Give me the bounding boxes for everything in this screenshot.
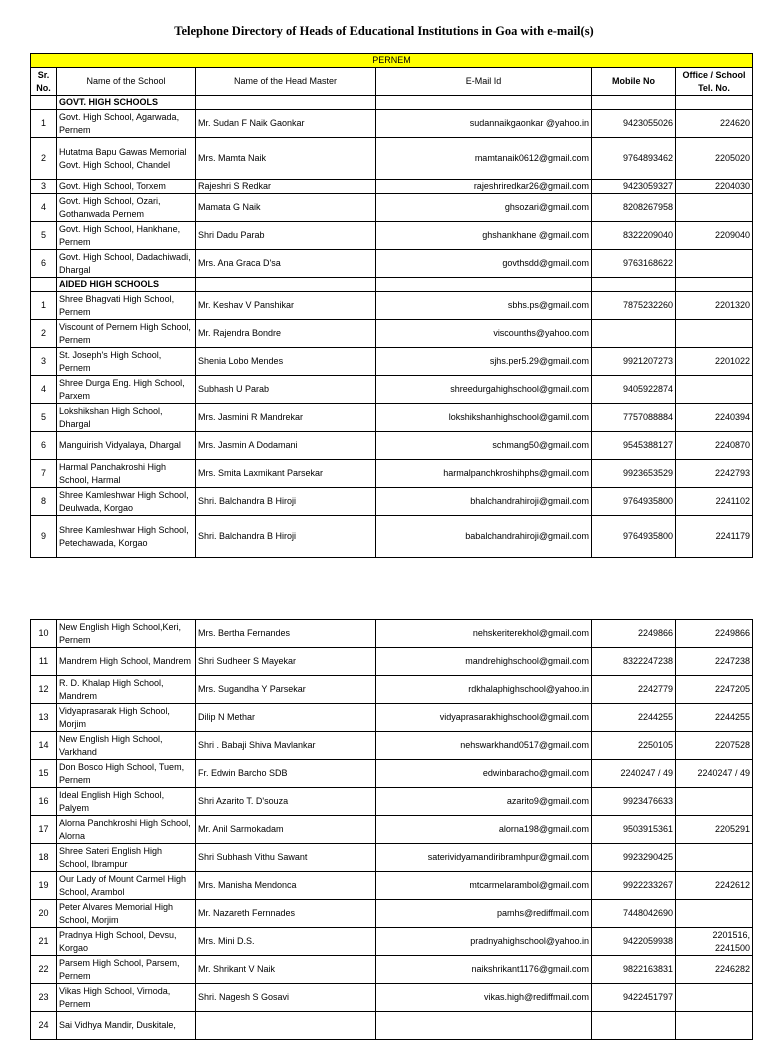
mobile-cell: 9423059327 — [592, 180, 676, 194]
office-tel-cell — [676, 1012, 753, 1040]
sr-no-cell: 3 — [31, 348, 57, 376]
office-tel-cell: 2207528 — [676, 732, 753, 760]
office-tel-cell: 2205020 — [676, 138, 753, 180]
head-master-cell: Shri Sudheer S Mayekar — [196, 648, 376, 676]
email-cell: mandrehighschool@gmail.com — [376, 648, 592, 676]
email-cell: nehswarkhand0517@gmail.com — [376, 732, 592, 760]
mobile-cell — [592, 1012, 676, 1040]
head-master-cell — [196, 1012, 376, 1040]
table-header — [31, 68, 753, 96]
email-cell: naikshrikant1176@gmail.com — [376, 956, 592, 984]
table-row — [31, 956, 753, 984]
table-row — [31, 404, 753, 432]
office-tel-cell — [676, 900, 753, 928]
table-row — [31, 376, 753, 404]
head-master-cell: Mrs. Ana Graca D'sa — [196, 250, 376, 278]
email-cell: vidyaprasarakhighschool@gmail.com — [376, 704, 592, 732]
email-cell: schmang50@gmail.com — [376, 432, 592, 460]
mobile-cell: 7757088884 — [592, 404, 676, 432]
sr-no-cell: 6 — [31, 250, 57, 278]
head-master-cell: Dilip N Methar — [196, 704, 376, 732]
office-tel-cell: 2244255 — [676, 704, 753, 732]
mobile-cell: 9923290425 — [592, 844, 676, 872]
school-name-cell: Shree Durga Eng. High School, Parxem — [57, 376, 196, 404]
head-master-cell: Mrs. Manisha Mendonca — [196, 872, 376, 900]
mobile-cell: 7875232260 — [592, 292, 676, 320]
table-row — [31, 516, 753, 558]
sr-no-cell: 16 — [31, 788, 57, 816]
sr-no-cell: 5 — [31, 222, 57, 250]
school-name-cell: Hutatma Bapu Gawas Memorial Govt. High School, Chandel — [57, 138, 196, 180]
table-row — [31, 348, 753, 376]
mobile-cell: 2242779 — [592, 676, 676, 704]
school-name-cell: Manguirish Vidyalaya, Dhargal — [57, 432, 196, 460]
table-row — [31, 732, 753, 760]
office-tel-cell — [676, 376, 753, 404]
section-row-govt — [31, 96, 753, 110]
head-master-cell: Mrs. Mamta Naik — [196, 138, 376, 180]
mobile-cell: 2249866 — [592, 620, 676, 648]
mobile-cell: 9923476633 — [592, 788, 676, 816]
email-cell: saterividyamandiribramhpur@gmail.com — [376, 844, 592, 872]
head-master-cell: Mr. Keshav V Panshikar — [196, 292, 376, 320]
mobile-cell: 9422451797 — [592, 984, 676, 1012]
head-master-cell: Shri . Babaji Shiva Mavlankar — [196, 732, 376, 760]
school-name-cell: Govt. High School, Ozari, Gothanwada Pernem — [57, 194, 196, 222]
email-cell: ghshankhane @gmail.com — [376, 222, 592, 250]
head-master-cell: Mr. Shrikant V Naik — [196, 956, 376, 984]
school-name-cell: St. Joseph's High School, Pernem — [57, 348, 196, 376]
office-tel-cell: 2209040 — [676, 222, 753, 250]
school-name-cell: Govt. High School, Dadachiwadi, Dhargal — [57, 250, 196, 278]
head-master-cell: Fr. Edwin Barcho SDB — [196, 760, 376, 788]
office-tel-cell: 2241102 — [676, 488, 753, 516]
table-row — [31, 788, 753, 816]
email-cell: sbhs.ps@gmail.com — [376, 292, 592, 320]
sr-no-cell: 6 — [31, 432, 57, 460]
email-cell: ghsozari@gmail.com — [376, 194, 592, 222]
section-row-aided — [31, 278, 753, 292]
email-cell: sudannaikgaonkar @yahoo.in — [376, 110, 592, 138]
sr-no-cell: 14 — [31, 732, 57, 760]
email-cell: rajeshriredkar26@gmail.com — [376, 180, 592, 194]
sr-no-cell: 24 — [31, 1012, 57, 1040]
head-master-cell: Rajeshri S Redkar — [196, 180, 376, 194]
head-master-cell: Mrs. Jasmin A Dodamani — [196, 432, 376, 460]
table-row — [31, 460, 753, 488]
office-tel-cell: 2240870 — [676, 432, 753, 460]
head-master-cell: Shri. Balchandra B Hiroji — [196, 488, 376, 516]
sr-no-cell: 15 — [31, 760, 57, 788]
header-email: E-Mail Id — [376, 68, 592, 96]
head-master-cell: Mr. Anil Sarmokadam — [196, 816, 376, 844]
table-row — [31, 222, 753, 250]
school-name-cell: Viscount of Pernem High School, Pernem — [57, 320, 196, 348]
head-master-cell: Shri Subhash Vithu Sawant — [196, 844, 376, 872]
sr-no-cell: 1 — [31, 110, 57, 138]
section-label-govt: GOVT. HIGH SCHOOLS — [57, 96, 196, 110]
school-name-cell: Lokshikshan High School, Dhargal — [57, 404, 196, 432]
table-row — [31, 320, 753, 348]
email-cell: pamhs@rediffmail.com — [376, 900, 592, 928]
mobile-cell: 2240247 / 49 — [592, 760, 676, 788]
sr-no-cell: 1 — [31, 292, 57, 320]
sr-no-cell: 19 — [31, 872, 57, 900]
sr-no-cell: 2 — [31, 320, 57, 348]
school-name-cell: Peter Alvares Memorial High School, Morjim — [57, 900, 196, 928]
school-name-cell: Our Lady of Mount Carmel High School, Arambol — [57, 872, 196, 900]
office-tel-cell: 2240247 / 49 — [676, 760, 753, 788]
school-name-cell: Shree Bhagvati High School, Pernem — [57, 292, 196, 320]
sr-no-cell: 12 — [31, 676, 57, 704]
office-tel-cell: 2249866 — [676, 620, 753, 648]
sr-no-cell: 18 — [31, 844, 57, 872]
sr-no-cell: 8 — [31, 488, 57, 516]
office-tel-cell: 2241179 — [676, 516, 753, 558]
school-name-cell: Shree Kamleshwar High School, Deulwada, Korgao — [57, 488, 196, 516]
school-name-cell: Don Bosco High School, Tuem, Pernem — [57, 760, 196, 788]
head-master-cell: Mr. Sudan F Naik Gaonkar — [196, 110, 376, 138]
head-master-cell: Shri. Nagesh S Gosavi — [196, 984, 376, 1012]
sr-no-cell: 23 — [31, 984, 57, 1012]
table-row — [31, 648, 753, 676]
email-cell: govthsdd@gmail.com — [376, 250, 592, 278]
head-master-cell: Mrs. Jasmini R Mandrekar — [196, 404, 376, 432]
school-name-cell: Govt. High School, Agarwada, Pernem — [57, 110, 196, 138]
table-row — [31, 984, 753, 1012]
mobile-cell: 8322209040 — [592, 222, 676, 250]
email-cell: alorna198@gmail.com — [376, 816, 592, 844]
office-tel-cell: 2247238 — [676, 648, 753, 676]
school-name-cell: New English High School, Varkhand — [57, 732, 196, 760]
sr-no-cell: 4 — [31, 376, 57, 404]
email-cell: babalchandrahiroji@gmail.com — [376, 516, 592, 558]
region-label: PERNEM — [31, 54, 753, 68]
email-cell: viscounths@yahoo.com — [376, 320, 592, 348]
sr-no-cell: 4 — [31, 194, 57, 222]
sr-no-cell: 13 — [31, 704, 57, 732]
mobile-cell: 9764935800 — [592, 488, 676, 516]
email-cell — [376, 1012, 592, 1040]
office-tel-cell: 2201516, 2241500 — [676, 928, 753, 956]
header-office: Office / School Tel. No. — [676, 68, 753, 96]
table-row — [31, 872, 753, 900]
office-tel-cell — [676, 194, 753, 222]
school-name-cell: Govt. High School, Torxem — [57, 180, 196, 194]
school-name-cell: Shree Sateri English High School, Ibrampur — [57, 844, 196, 872]
school-name-cell: Vidyaprasarak High School, Morjim — [57, 704, 196, 732]
email-cell: sjhs.per5.29@gmail.com — [376, 348, 592, 376]
school-name-cell: Pradnya High School, Devsu, Korgao — [57, 928, 196, 956]
head-master-cell: Shenia Lobo Mendes — [196, 348, 376, 376]
mobile-cell: 2250105 — [592, 732, 676, 760]
school-name-cell: Sai Vidhya Mandir, Duskitale, — [57, 1012, 196, 1040]
head-master-cell: Mrs. Bertha Fernandes — [196, 620, 376, 648]
sr-no-cell: 3 — [31, 180, 57, 194]
school-name-cell: Govt. High School, Hankhane, Pernem — [57, 222, 196, 250]
head-master-cell: Mr. Rajendra Bondre — [196, 320, 376, 348]
table-row — [31, 250, 753, 278]
mobile-cell: 9764935800 — [592, 516, 676, 558]
office-tel-cell: 2204030 — [676, 180, 753, 194]
table-row — [31, 180, 753, 194]
office-tel-cell: 2240394 — [676, 404, 753, 432]
email-cell: bhalchandrahiroji@gmail.com — [376, 488, 592, 516]
office-tel-cell — [676, 788, 753, 816]
mobile-cell: 9923653529 — [592, 460, 676, 488]
sr-no-cell: 10 — [31, 620, 57, 648]
mobile-cell: 9405922874 — [592, 376, 676, 404]
table-row — [31, 110, 753, 138]
school-name-cell: Ideal English High School, Palyem — [57, 788, 196, 816]
table-row — [31, 704, 753, 732]
table-row — [31, 620, 753, 648]
mobile-cell: 9545388127 — [592, 432, 676, 460]
header-mobile: Mobile No — [592, 68, 676, 96]
directory-table-page2 — [30, 619, 753, 1040]
mobile-cell: 2244255 — [592, 704, 676, 732]
mobile-cell: 9423055026 — [592, 110, 676, 138]
mobile-cell: 9822163831 — [592, 956, 676, 984]
head-master-cell: Shri Dadu Parab — [196, 222, 376, 250]
office-tel-cell: 2242612 — [676, 872, 753, 900]
mobile-cell: 9922233267 — [592, 872, 676, 900]
email-cell: rdkhalaphighschool@yahoo.in — [376, 676, 592, 704]
directory-table-page1 — [30, 53, 753, 558]
mobile-cell: 9921207273 — [592, 348, 676, 376]
office-tel-cell: 2205291 — [676, 816, 753, 844]
sr-no-cell: 21 — [31, 928, 57, 956]
office-tel-cell — [676, 320, 753, 348]
table-row — [31, 138, 753, 180]
office-tel-cell — [676, 250, 753, 278]
mobile-cell: 8208267958 — [592, 194, 676, 222]
mobile-cell: 9764893462 — [592, 138, 676, 180]
head-master-cell: Shri. Balchandra B Hiroji — [196, 516, 376, 558]
head-master-cell: Mrs. Mini D.S. — [196, 928, 376, 956]
email-cell: azarito9@gmail.com — [376, 788, 592, 816]
school-name-cell: Harmal Panchakroshi High School, Harmal — [57, 460, 196, 488]
sr-no-cell: 11 — [31, 648, 57, 676]
head-master-cell: Mrs. Sugandha Y Parsekar — [196, 676, 376, 704]
mobile-cell: 9763168622 — [592, 250, 676, 278]
email-cell: edwinbaracho@gmail.com — [376, 760, 592, 788]
table-row — [31, 1012, 753, 1040]
office-tel-cell: 2246282 — [676, 956, 753, 984]
head-master-cell: Subhash U Parab — [196, 376, 376, 404]
table-row — [31, 432, 753, 460]
email-cell: pradnyahighschool@yahoo.in — [376, 928, 592, 956]
head-master-cell: Mrs. Smita Laxmikant Parsekar — [196, 460, 376, 488]
sr-no-cell: 7 — [31, 460, 57, 488]
school-name-cell: Alorna Panchkroshi High School, Alorna — [57, 816, 196, 844]
mobile-cell: 8322247238 — [592, 648, 676, 676]
table-row — [31, 676, 753, 704]
email-cell: vikas.high@rediffmail.com — [376, 984, 592, 1012]
head-master-cell: Mamata G Naik — [196, 194, 376, 222]
office-tel-cell: 224620 — [676, 110, 753, 138]
region-bar — [31, 54, 753, 68]
sr-no-cell: 2 — [31, 138, 57, 180]
mobile-cell: 9422059938 — [592, 928, 676, 956]
table-row — [31, 488, 753, 516]
office-tel-cell: 2247205 — [676, 676, 753, 704]
school-name-cell: Shree Kamleshwar High School, Petechawada, Korgao — [57, 516, 196, 558]
section-label-aided: AIDED HIGH SCHOOLS — [57, 278, 196, 292]
sr-no-cell: 9 — [31, 516, 57, 558]
table-row — [31, 900, 753, 928]
email-cell: lokshikshanhighschool@gamil.com — [376, 404, 592, 432]
mobile-cell: 7448042690 — [592, 900, 676, 928]
head-master-cell: Mr. Nazareth Fernnades — [196, 900, 376, 928]
office-tel-cell — [676, 844, 753, 872]
sr-no-cell: 20 — [31, 900, 57, 928]
school-name-cell: Parsem High School, Parsem, Pernem — [57, 956, 196, 984]
email-cell: harmalpanchkroshihphs@gmail.com — [376, 460, 592, 488]
header-sr-no: Sr. No. — [31, 68, 57, 96]
email-cell: shreedurgahighschool@gmail.com — [376, 376, 592, 404]
school-name-cell: Vikas High School, Virnoda, Pernem — [57, 984, 196, 1012]
school-name-cell: Mandrem High School, Mandrem — [57, 648, 196, 676]
table-row — [31, 816, 753, 844]
table-row — [31, 760, 753, 788]
sr-no-cell: 5 — [31, 404, 57, 432]
office-tel-cell — [676, 984, 753, 1012]
head-master-cell: Shri Azarito T. D'souza — [196, 788, 376, 816]
email-cell: nehskeriterekhol@gmail.com — [376, 620, 592, 648]
office-tel-cell: 2242793 — [676, 460, 753, 488]
table-row — [31, 844, 753, 872]
email-cell: mamtanaik0612@gmail.com — [376, 138, 592, 180]
page-title: Telephone Directory of Heads of Educational Institutions in Goa with e-mail(s) — [174, 24, 594, 38]
header-school: Name of the School — [57, 68, 196, 96]
school-name-cell: New English High School,Keri, Pernem — [57, 620, 196, 648]
mobile-cell — [592, 320, 676, 348]
sr-no-cell: 22 — [31, 956, 57, 984]
sr-no-cell: 17 — [31, 816, 57, 844]
mobile-cell: 9503915361 — [592, 816, 676, 844]
office-tel-cell: 2201022 — [676, 348, 753, 376]
table-row — [31, 292, 753, 320]
header-head: Name of the Head Master — [196, 68, 376, 96]
table-row — [31, 928, 753, 956]
office-tel-cell: 2201320 — [676, 292, 753, 320]
table-row — [31, 194, 753, 222]
school-name-cell: R. D. Khalap High School, Mandrem — [57, 676, 196, 704]
email-cell: mtcarmelarambol@gmail.com — [376, 872, 592, 900]
